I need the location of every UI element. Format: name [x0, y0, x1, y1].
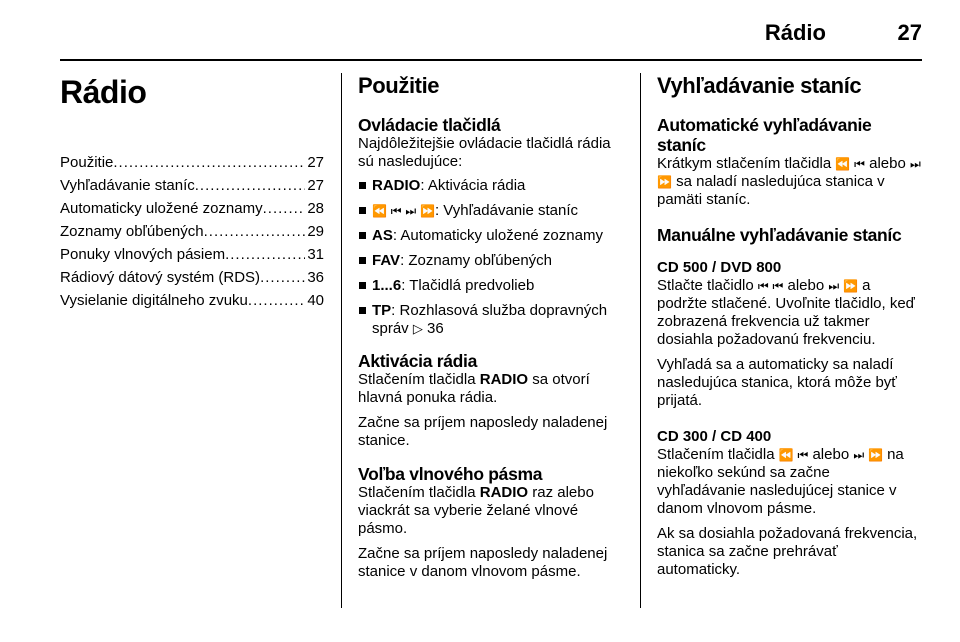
item-text: : Zoznamy obľúbených	[400, 252, 553, 269]
paragraph	[657, 446, 922, 518]
list-item	[358, 252, 623, 270]
toc-page: 36	[307, 269, 324, 286]
toc-label: Automaticky uložené zoznamy	[60, 200, 263, 217]
chapter-title: Rádio	[60, 74, 147, 110]
paragraph: Vyhľadá sa a automaticky sa naladí nasledujúca stanica, ktorá môže byť prijatá.	[657, 356, 897, 409]
column-station-search	[657, 73, 922, 579]
subsection-title: Manuálne vyhľadávanie staníc	[657, 225, 902, 245]
item-text: : Automaticky uložené zoznamy	[392, 227, 603, 244]
seek-back-icon: ⏮ ⏮	[757, 279, 784, 293]
text-run: a podržte stlačené. Uvoľnite tlačidlo, keď zobrazená frekvencia už takmer dosiahla požadovanú frekvenciu.	[657, 277, 915, 348]
toc-entry[interactable]	[60, 289, 324, 312]
toc-leader	[195, 174, 306, 197]
key-label: AS	[372, 227, 393, 244]
text-run: sa naladí nasledujúca stanica v pamäti staníc.	[657, 173, 885, 208]
list-item	[358, 277, 623, 295]
toc-page: 27	[307, 154, 324, 171]
list-item	[358, 202, 623, 220]
toc-leader	[113, 151, 305, 174]
page-number: 27	[897, 20, 922, 45]
toc-page: 29	[307, 223, 324, 240]
column-contents	[60, 73, 324, 312]
device-subtitle: CD 500 / DVD 800	[657, 259, 782, 276]
subsection-title: Automatické vyhľadávanie staníc	[657, 115, 872, 155]
subsection-title: Aktivácia rádia	[358, 351, 478, 371]
text-run: Krátkym stlačením tlačidla	[657, 155, 836, 172]
column-divider	[341, 73, 342, 608]
toc-leader	[263, 197, 306, 220]
item-text: : Vyhľadávanie staníc	[434, 202, 579, 219]
seek-forward-icon: ⏭ ⏩	[853, 448, 883, 462]
device-subtitle: CD 300 / CD 400	[657, 428, 772, 445]
list-item	[358, 177, 623, 195]
toc-leader	[260, 266, 305, 289]
section-title: Vyhľadávanie staníc	[657, 73, 862, 98]
toc-entry[interactable]	[60, 266, 324, 289]
text-run: Stlačením tlačidla	[657, 446, 779, 463]
toc-entry[interactable]	[60, 197, 324, 220]
paragraph	[358, 484, 623, 538]
text-run: alebo	[864, 155, 910, 172]
toc-page: 27	[307, 177, 324, 194]
subsection-title: Voľba vlnového pásma	[358, 464, 543, 484]
toc-label: Zoznamy obľúbených	[60, 223, 204, 240]
item-text: : Rozhlasová služba dopravných správ	[372, 302, 608, 337]
controls-list	[358, 177, 623, 339]
toc-page: 28	[307, 200, 324, 217]
header-title: Rádio	[764, 20, 826, 45]
toc-label: Vysielanie digitálneho zvuku	[60, 292, 248, 309]
paragraph	[657, 155, 922, 209]
toc-entry[interactable]	[60, 220, 324, 243]
item-text: : Aktivácia rádia	[420, 177, 526, 194]
text-run: Stlačte tlačidlo	[657, 277, 758, 294]
key-label: TP	[372, 302, 392, 319]
toc-entry[interactable]	[60, 151, 324, 174]
toc-page: 31	[307, 246, 324, 263]
toc-entry[interactable]	[60, 174, 324, 197]
list-item	[358, 227, 623, 245]
item-text: : Tlačidlá predvolieb	[401, 277, 535, 294]
section-title: Použitie	[358, 73, 440, 98]
toc-leader	[204, 220, 306, 243]
toc-page: 40	[307, 292, 324, 309]
paragraph: Ak sa dosiahla požadovaná frekvencia, stanica sa začne prehrávať automaticky.	[657, 525, 918, 578]
seek-back-icon: ⏪ ⏮	[835, 157, 865, 171]
seek-forward-icon: ⏭ ⏩	[657, 157, 921, 189]
toc-label: Rádiový dátový systém (RDS)	[60, 269, 261, 286]
key-label: RADIO	[372, 177, 421, 194]
toc-label: Použitie	[60, 154, 114, 171]
toc-label: Ponuky vlnových pásiem	[60, 246, 226, 263]
column-divider	[640, 73, 641, 608]
paragraph	[358, 371, 623, 407]
seek-back-icon: ⏪ ⏮	[778, 448, 809, 462]
text-run: raz alebo viackrát sa vyberie želané vlnové pásmo.	[358, 484, 594, 537]
column-usage	[358, 73, 623, 581]
page-reference-icon: ▷	[412, 322, 423, 337]
paragraph: Začne sa príjem naposledy naladenej stanice v danom vlnovom pásme.	[358, 545, 608, 580]
toc-leader	[248, 289, 305, 312]
key-label: RADIO	[479, 484, 529, 501]
paragraph: Začne sa príjem naposledy naladenej stanice.	[358, 414, 608, 449]
table-of-contents	[60, 151, 324, 312]
controls-intro: Najdôležitejšie ovládacie tlačidlá rádia sú nasledujúce:	[358, 135, 611, 170]
text-run: alebo	[808, 446, 854, 463]
key-label: 1...6	[372, 277, 402, 294]
subsection-title: Ovládacie tlačidlá	[358, 115, 501, 135]
page-header	[0, 0, 960, 62]
paragraph	[657, 277, 922, 349]
header-rule	[60, 59, 922, 61]
seek-buttons-icon: ⏪ ⏮ ⏭ ⏩	[372, 204, 435, 218]
text-run: Stlačením tlačidla	[358, 484, 480, 501]
key-label: RADIO	[479, 371, 529, 388]
toc-leader	[225, 243, 305, 266]
toc-entry[interactable]	[60, 243, 324, 266]
text-run: na niekoľko sekúnd sa začne vyhľadávanie nasledujúcej stanice v danom vlnovom pásme.	[657, 446, 904, 517]
seek-forward-icon: ⏭ ⏩	[828, 279, 858, 293]
key-label: FAV	[372, 252, 401, 269]
text-run: sa otvorí hlavná ponuka rádia.	[358, 371, 590, 406]
toc-label: Vyhľadávanie staníc	[60, 177, 195, 194]
text-run: alebo	[783, 277, 829, 294]
list-item	[358, 302, 623, 339]
text-run: Stlačením tlačidla	[358, 371, 480, 388]
page-reference-link[interactable]: 36	[427, 320, 444, 337]
